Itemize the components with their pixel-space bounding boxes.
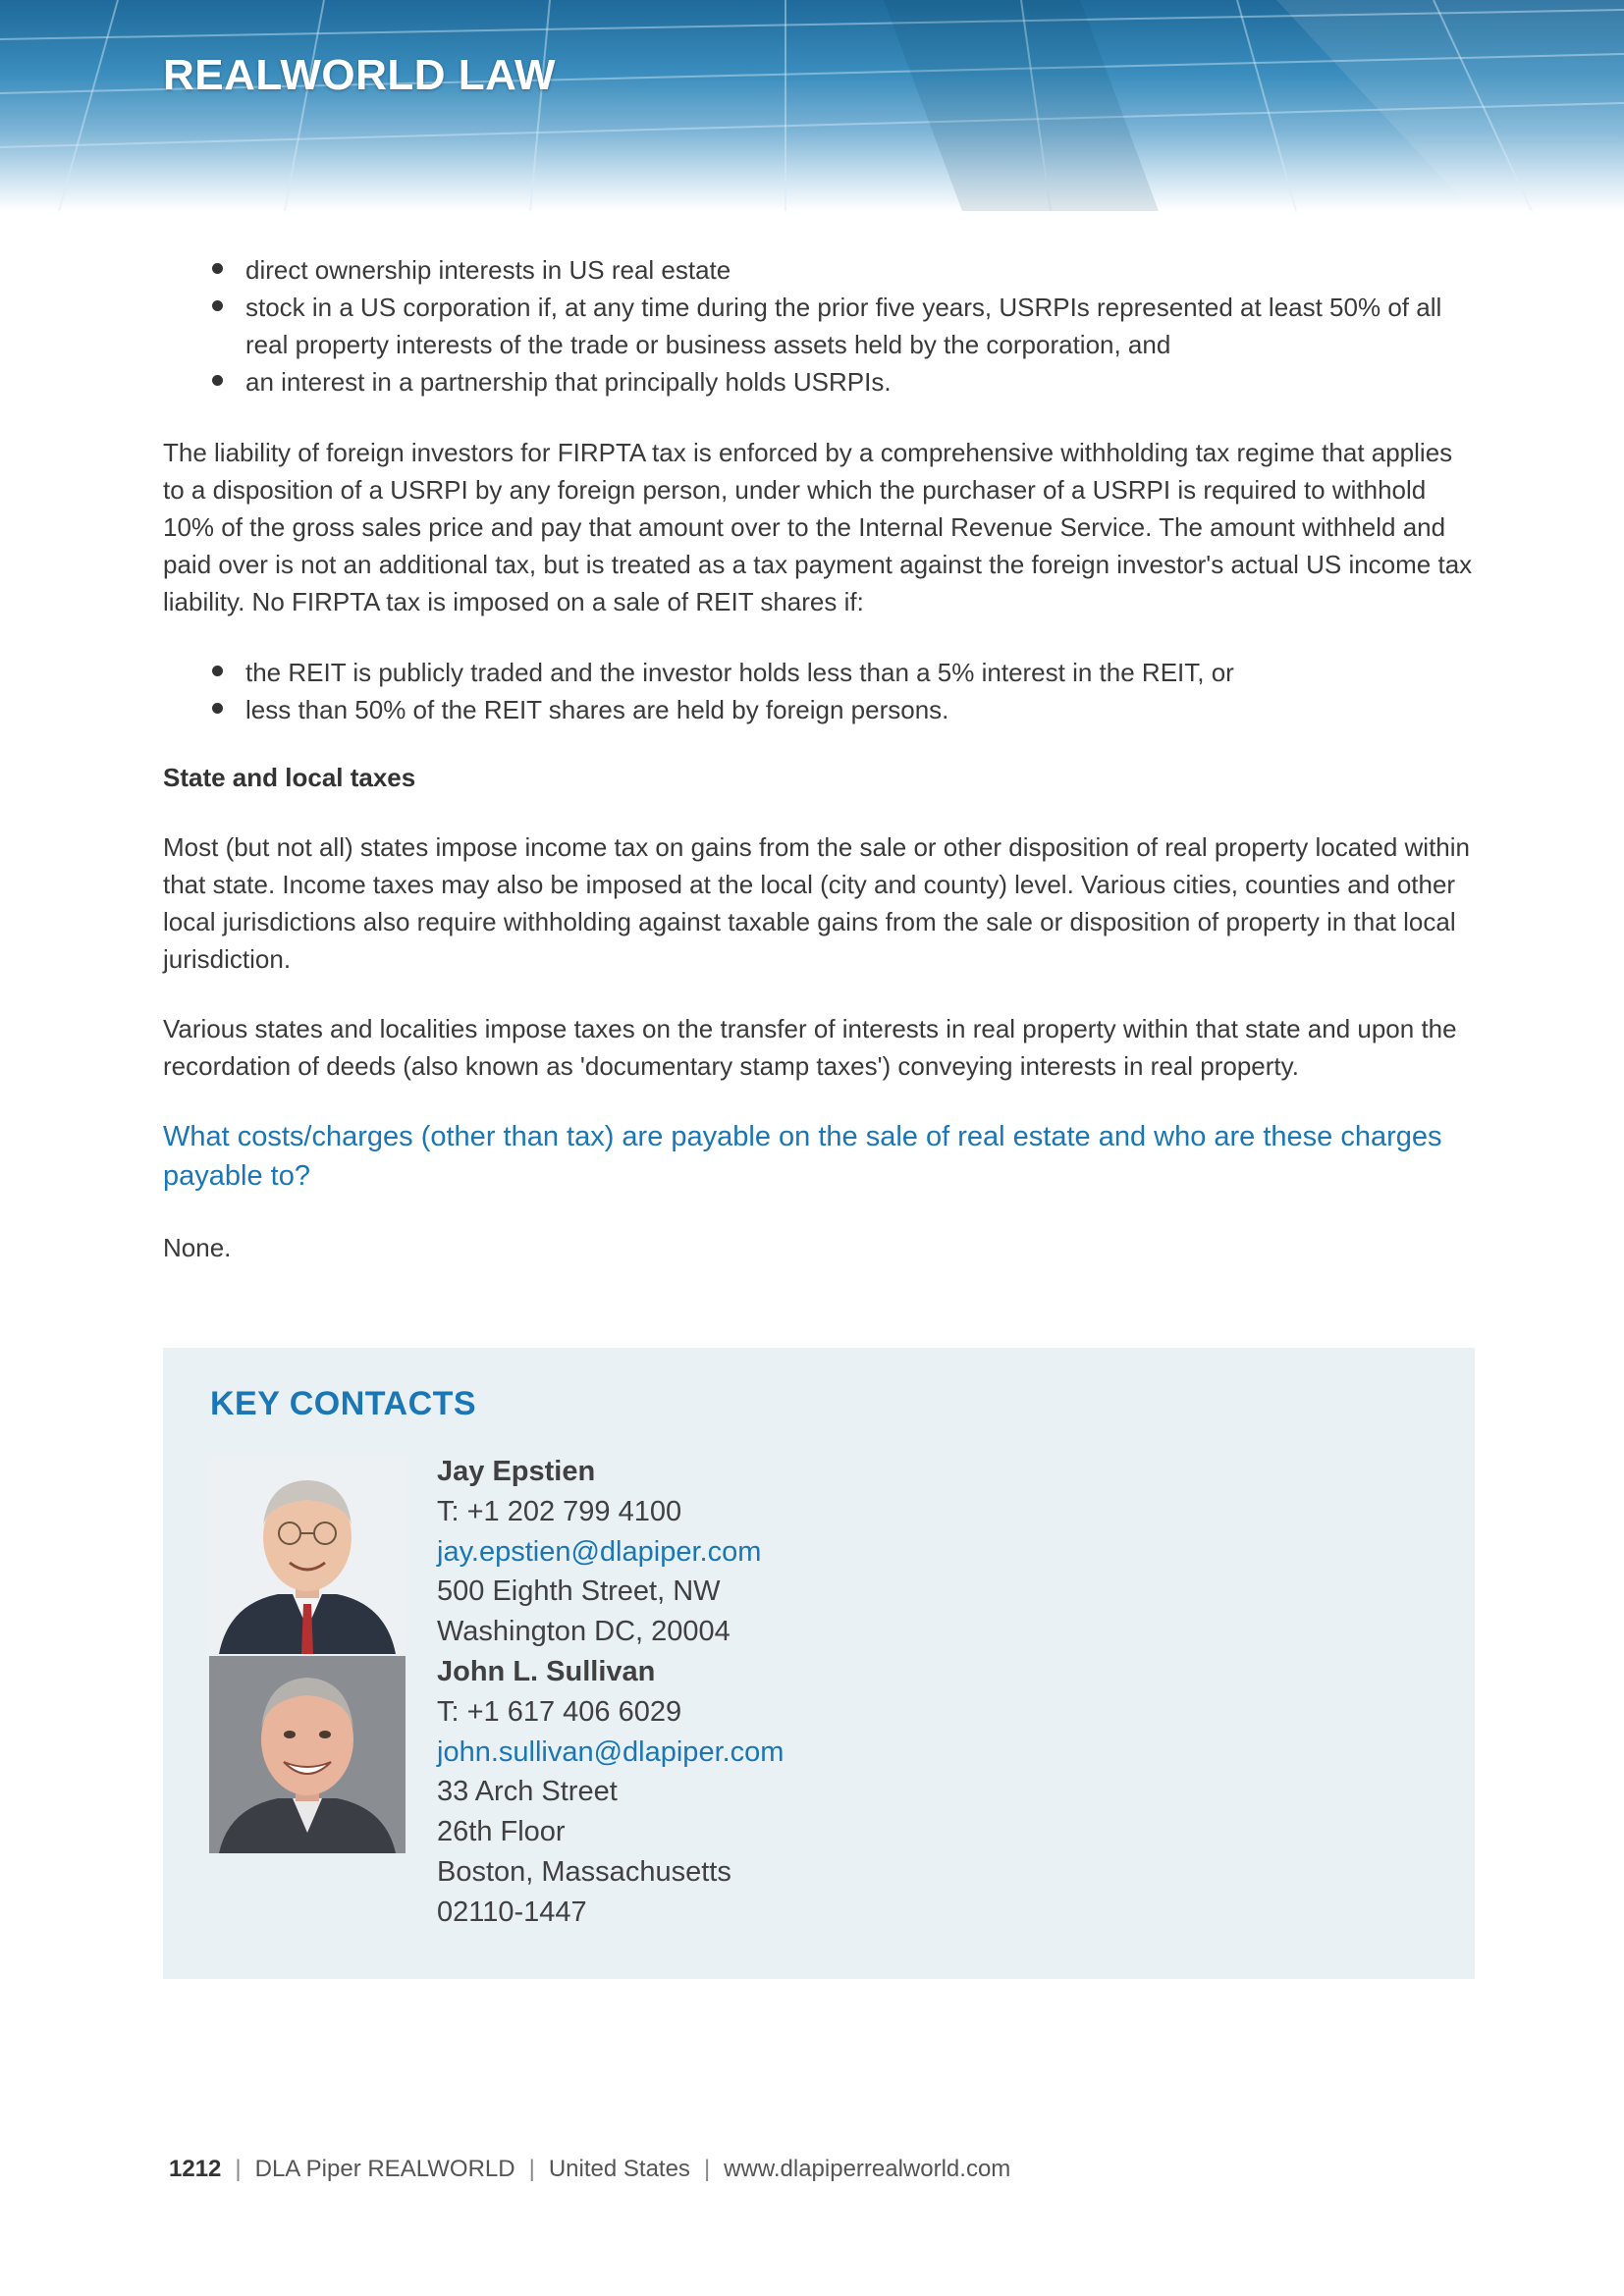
header-banner xyxy=(0,0,1624,211)
footer-separator: | xyxy=(703,2156,711,2182)
footer-website-link[interactable]: www.dlapiperrealworld.com xyxy=(724,2156,1011,2182)
bullet-icon xyxy=(212,300,223,311)
page-footer xyxy=(169,2156,1010,2183)
section-heading: State and local taxes xyxy=(163,763,416,792)
question-heading: What costs/charges (other than tax) are payable on the sale of real estate and who are these charges payable to? xyxy=(163,1121,1442,1192)
list-item: stock in a US corporation if, at any time during the prior five years, USRPIs represented at least 50% of all real property interests of the trade or business assets held by the corporation, and xyxy=(163,289,1479,363)
contact-name: John L. Sullivan xyxy=(437,1655,656,1687)
footer-separator: | xyxy=(528,2156,535,2182)
footer-separator: | xyxy=(235,2156,242,2182)
bullet-icon xyxy=(212,263,223,274)
transfer-tax-paragraph: Various states and localities impose taxes on the transfer of interests in real property within that state and upon the recordation of deeds (also known as 'documentary stamp taxes') conveying interests in real property. xyxy=(163,1014,1457,1081)
contact-photo-avatar xyxy=(209,1457,406,1654)
usrpi-bullet-list xyxy=(163,251,1479,400)
contact-address-line: 500 Eighth Street, NW xyxy=(437,1575,721,1608)
answer-text: None. xyxy=(163,1233,232,1262)
list-item: the REIT is publicly traded and the investor holds less than a 5% interest in the REIT, or xyxy=(163,654,1479,691)
contact-photo-avatar xyxy=(209,1656,406,1853)
contact-address-line: Boston, Massachusetts xyxy=(437,1855,731,1888)
bullet-icon xyxy=(212,375,223,386)
page-number: 1212 xyxy=(169,2156,222,2182)
footer-country: United States xyxy=(548,2156,690,2182)
contact-address-line: 33 Arch Street xyxy=(437,1776,618,1808)
contact-address-line: 26th Floor xyxy=(437,1816,566,1848)
key-contacts-title: KEY CONTACTS xyxy=(210,1385,477,1422)
contact-address-line: Washington DC, 20004 xyxy=(437,1616,731,1648)
key-contacts-box xyxy=(163,1348,1475,1979)
avatar-jay-epstien xyxy=(209,1457,406,1654)
contact-details xyxy=(437,1452,784,1933)
list-item: less than 50% of the REIT shares are held by foreign persons. xyxy=(163,691,1479,728)
building-facade-graphic xyxy=(0,0,1624,211)
reit-bullet-list xyxy=(163,654,1479,728)
state-tax-paragraph: Most (but not all) states impose income tax on gains from the sale or other disposition of real property located within that state. Income taxes may also be imposed at the local (city and county) level. Various cities, counties and other local jurisdictions also require withholding against taxable gains from the sale or disposition of property in that local jurisdiction. xyxy=(163,832,1470,974)
main-content xyxy=(163,251,1479,1266)
contact-email-link[interactable]: john.sullivan@dlapiper.com xyxy=(437,1735,785,1768)
contact-address-line: 02110-1447 xyxy=(437,1896,587,1928)
contact-email-link[interactable]: jay.epstien@dlapiper.com xyxy=(437,1535,762,1568)
contact-name: Jay Epstien xyxy=(437,1456,596,1487)
contact-phone[interactable]: T: +1 617 406 6029 xyxy=(437,1695,682,1728)
avatar-john-sullivan xyxy=(209,1656,406,1853)
list-item: an interest in a partnership that principally holds USRPIs. xyxy=(163,363,1479,400)
bullet-icon xyxy=(212,703,223,714)
list-item: direct ownership interests in US real estate xyxy=(163,251,1479,289)
contact-phone[interactable]: T: +1 202 799 4100 xyxy=(437,1495,682,1527)
header-title: REALWORLD LAW xyxy=(163,51,557,99)
bullet-icon xyxy=(212,666,223,676)
firpta-paragraph: The liability of foreign investors for FIRPTA tax is enforced by a comprehensive withholding tax regime that applies to a disposition of a USRPI by any foreign person, under which the purchaser of a USRPI is required to withhold 10% of the gross sales price and pay that amount over to the Internal Revenue Service. The amount withheld and paid over is not an additional tax, but is treated as a tax payment against the foreign investor's actual US income tax liability. No FIRPTA tax is imposed on a sale of REIT shares if: xyxy=(163,438,1473,616)
footer-publication: DLA Piper REALWORLD xyxy=(254,2156,515,2182)
